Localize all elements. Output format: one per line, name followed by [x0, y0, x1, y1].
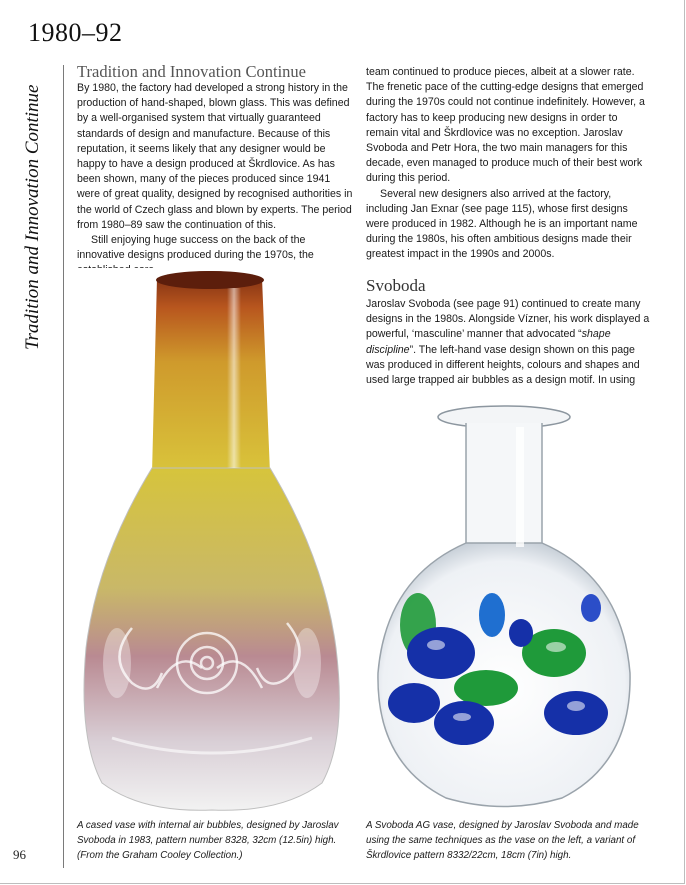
paragraph-3: team continued to produce pieces, albeit at a slower rate. The frenetic pace of the cutting-edge designs that emerged during the 1970s could not continue indefinitely. However, a factory has to keep producing new designs in order to remain vital and Škrdlovice was no exception. Jaroslav Svoboda and Petr Hora, the two main managers for this decade, even managed to produce much of their best work during this period.: [366, 66, 645, 185]
paragraph-5: [366, 297, 656, 388]
side-running-title: Tradition and Innovation Continue: [22, 84, 43, 350]
paragraph-2: Still enjoying huge success on the back of the innovative designs produced during the 1970s, the: [77, 234, 314, 262]
section-heading-svoboda: Svoboda: [366, 276, 426, 295]
chapter-title: 1980–92: [28, 18, 123, 47]
svoboda-text: [366, 297, 656, 388]
page-number: 96: [13, 847, 26, 862]
caption-left: A cased vase with internal air bubbles, designed by Jaroslav Svoboda in 1983, pattern number 8328, 32cm (12.5in) high. (From the Graham Cooley Collection.): [77, 820, 339, 861]
vase-photo-right: [366, 403, 650, 813]
body-column-right: [366, 65, 652, 263]
svoboda-text-em: shape discipline: [366, 328, 611, 356]
paragraph-1: By 1980, the factory had developed a strong history in the production of hand-shaped, blown glass. This was defined by a well-organised system that virtually guaranteed standards of design and manufacture. Because of this reputation, it seems likely that any designer would be happy to have a design produced at Škrdlovice. As has been shown, many of the pieces produced since 1941 were of great quality, designed by recognised authorities in the world of Czech glass and blown by experts. The period from 1980–89 saw the continuation of this.: [77, 82, 353, 231]
side-title-container: [20, 60, 60, 350]
vertical-rule: [63, 65, 64, 868]
section-heading-tradition: Tradition and Innovation Continue: [77, 62, 307, 81]
svoboda-text-a: Jaroslav Svoboda (see page 91) continued to create many designs in the 1980s. Alongside Vízner, his work displayed a powerful, ‘masculine’ manner that advocated “: [366, 298, 650, 341]
caption-right: A Svoboda AG vase, designed by Jaroslav Svoboda and made using the same techniques as the vase on the left, a variant of Škrdlovice pattern 8332/22cm, 18cm (7in) high.: [366, 820, 639, 861]
body-column-left: [77, 81, 355, 279]
vase-photo-left: [72, 268, 350, 813]
paragraph-4: Several new designers also arrived at the factory, including Jan Exnar (see page 115), whose first designs were produced in 1982. Although he is an important name during the 1980s, his often ambitious designs made their greatest impact in the 1990s and 2000s.: [366, 187, 638, 261]
svoboda-text-b: ”. The left-hand vase design shown on this page was produced in different heights, colours and shapes and used large trapped air bubbles as a design motif. In using: [366, 343, 640, 387]
